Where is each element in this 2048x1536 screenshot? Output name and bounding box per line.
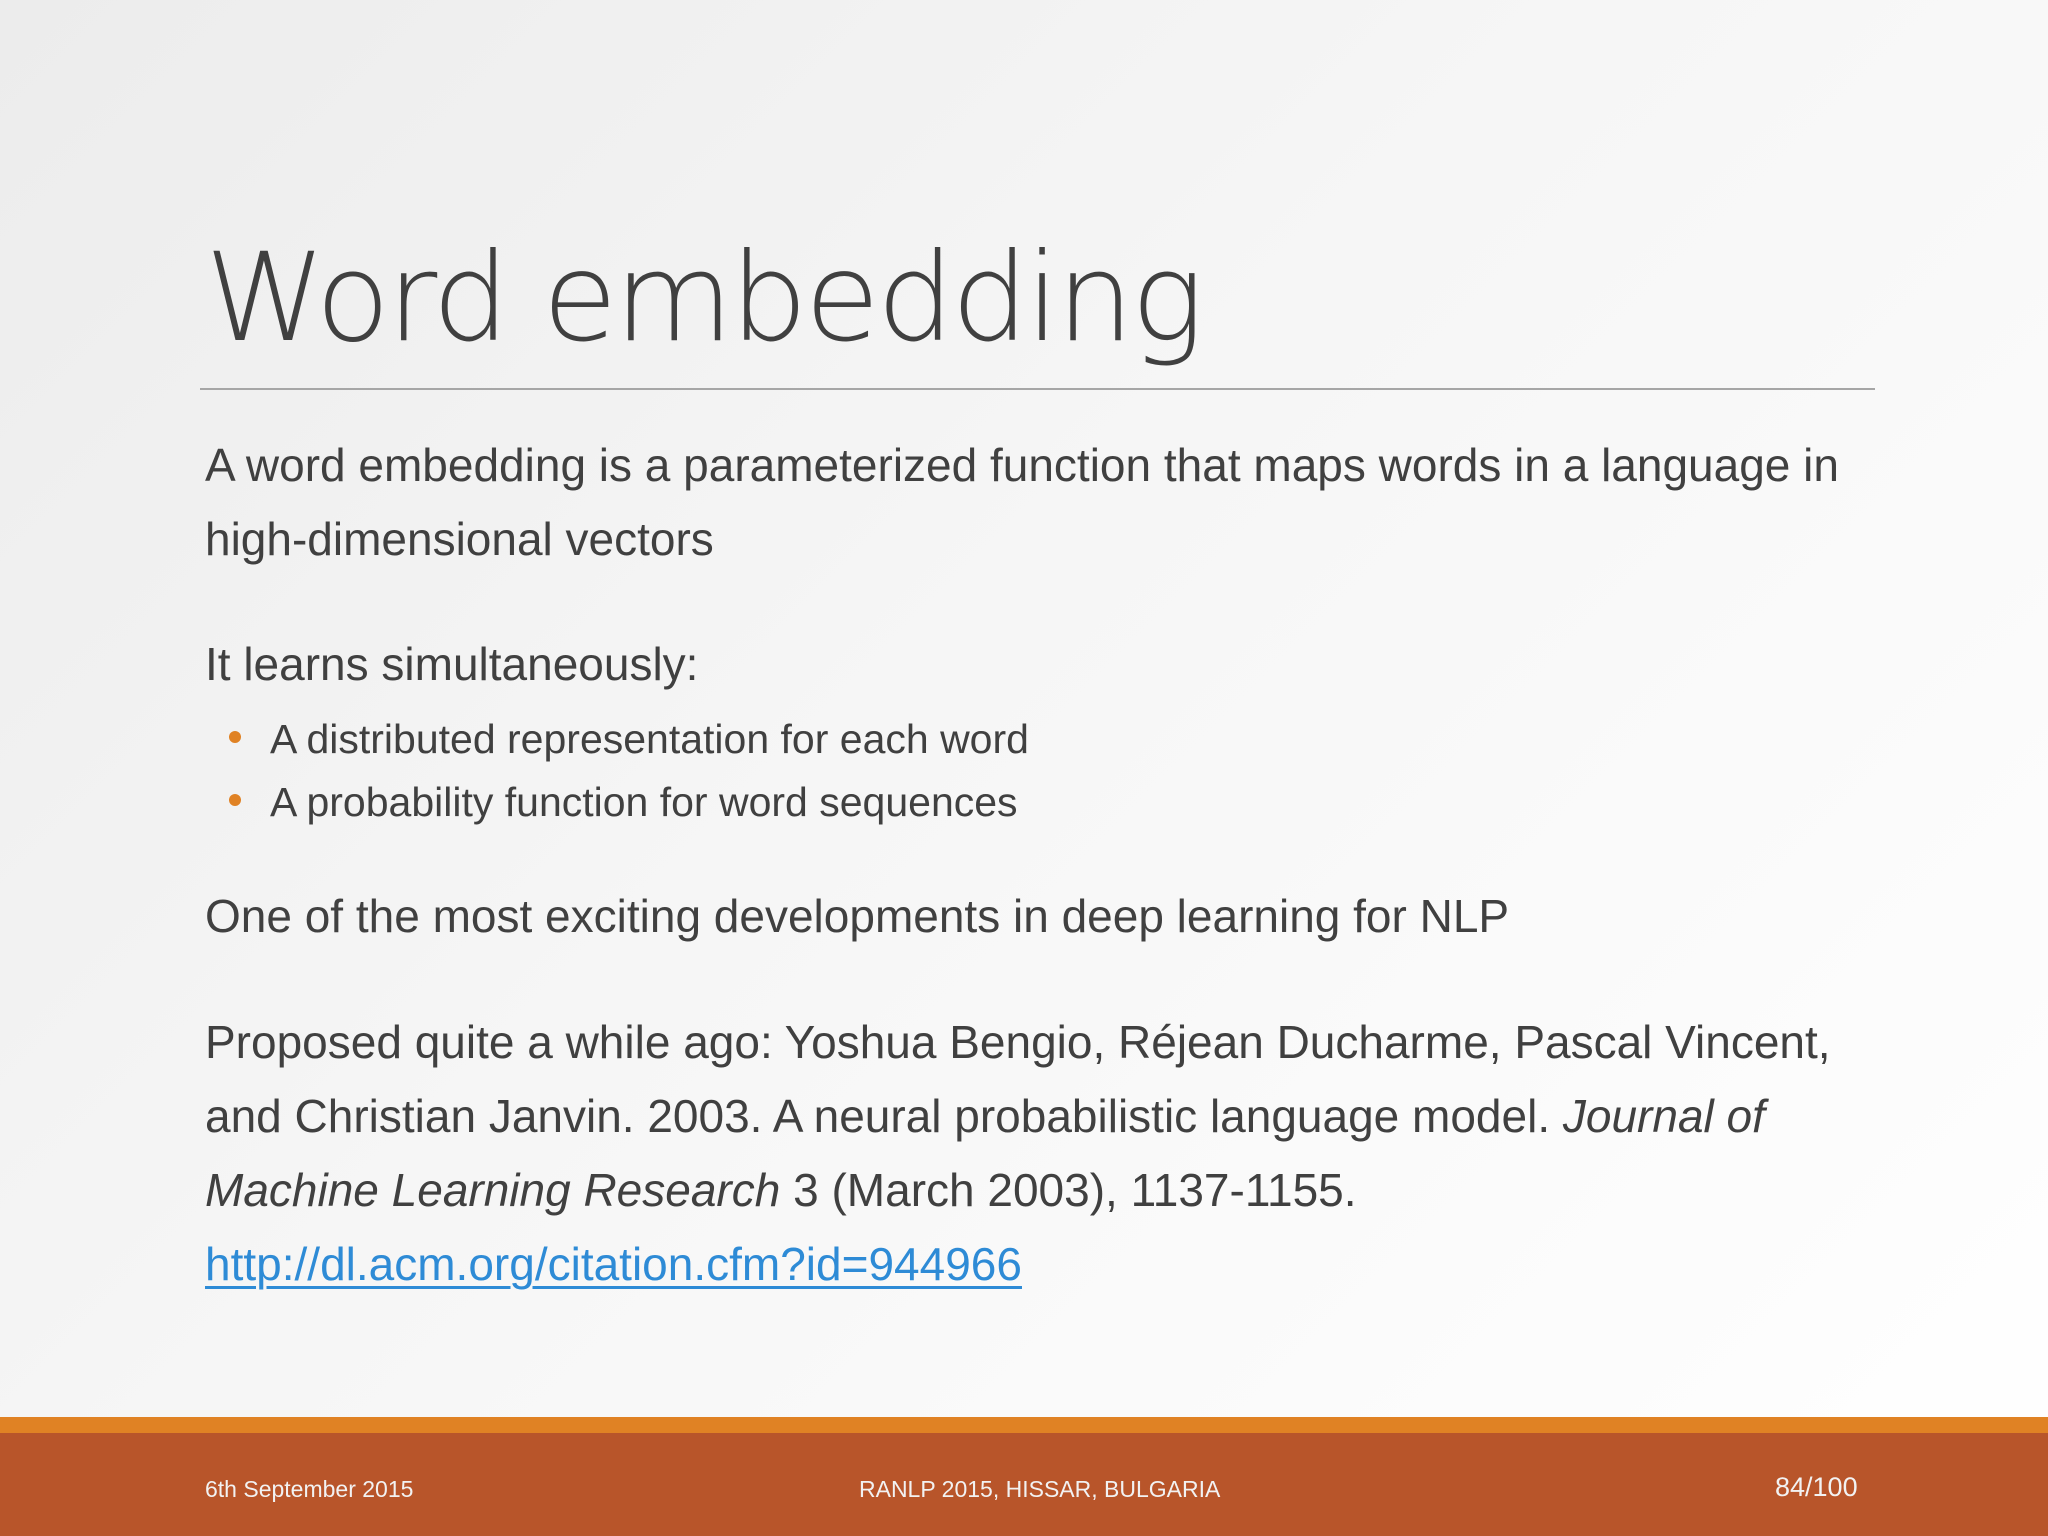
citation-link[interactable]: http://dl.acm.org/citation.cfm?id=944966 [205,1238,1022,1290]
footer-accent-stripe [0,1417,2048,1433]
citation-paragraph [205,1005,1845,1301]
bullet-list [227,708,1029,834]
citation-text: Proposed quite a while ago: Yoshua Bengio, Réjean Ducharme, Pascal Vincent, and Christian Janvin. 2003. A neural probabilistic language model. [205,1016,1831,1142]
learns-paragraph: It learns simultaneously: [205,638,699,690]
bullet-dot-icon [229,794,241,806]
bullet-item [227,771,1029,834]
definition-paragraph: A word embedding is a parameterized function that maps words in a language in high-dimensional vectors [205,439,1839,565]
footer-date: 6th September 2015 [205,1476,414,1502]
exciting-paragraph: One of the most exciting developments in deep learning for NLP [205,890,1510,942]
footer-page-number: 84/100 [1775,1472,1858,1502]
citation-details: 3 (March 2003), 1137-1155. [780,1164,1357,1216]
footer-conference: RANLP 2015, HISSAR, BULGARIA [859,1476,1221,1502]
bullet-text: A probability function for word sequences [270,779,1018,825]
bullet-text: A distributed representation for each word [270,716,1029,762]
title-divider [200,388,1875,390]
journal-name: Journal of Machine Learning Research [205,1090,1765,1216]
bullet-item [227,708,1029,771]
bullet-dot-icon [229,731,241,743]
slide-title: Word embedding [205,227,1202,369]
